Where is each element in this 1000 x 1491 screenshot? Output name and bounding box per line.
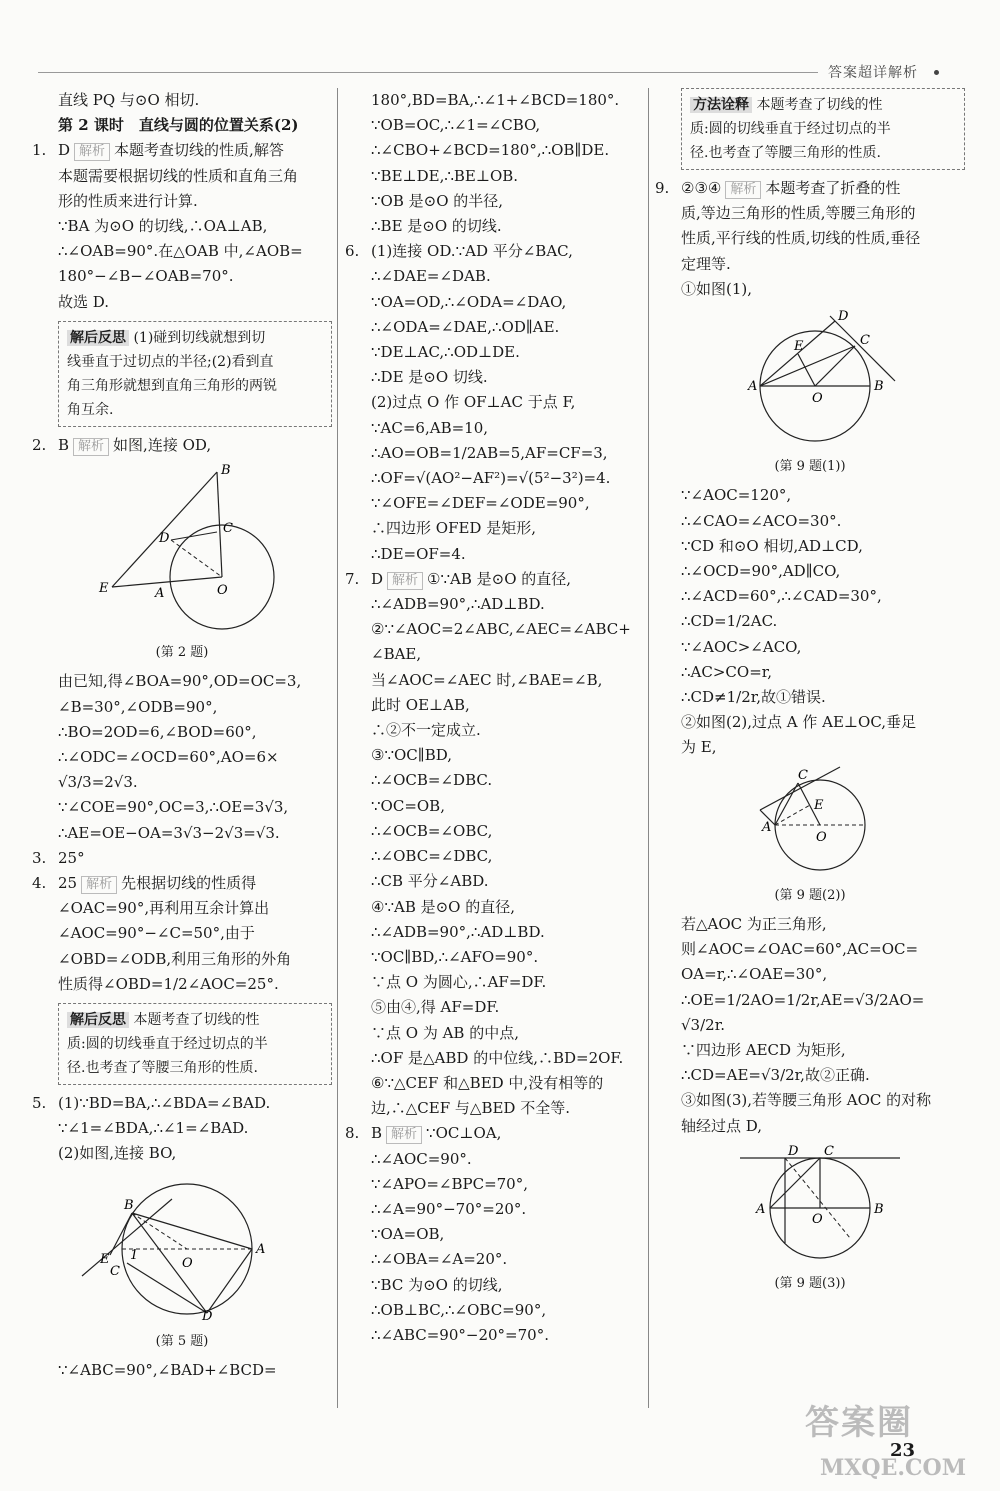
text-line: ∵∠OFE=∠DEF=∠ODE=90°, — [371, 494, 590, 513]
analysis-tag: 解析 — [387, 572, 423, 590]
text-line: 此时 OE⊥AB, — [371, 695, 470, 714]
analysis-tag: 解析 — [386, 1126, 422, 1144]
text-line: ∴CB 平分∠ABD. — [371, 872, 489, 891]
box-text: 径.也考查了等腰三角形的性质. — [690, 145, 881, 161]
question-number: 6. — [345, 242, 360, 261]
text-line: ∴∠ADB=90°,∴AD⊥BD. — [371, 922, 545, 941]
point-label: E — [100, 1251, 110, 1267]
text-line: 本题考查了折叠的性 — [765, 179, 901, 197]
header-dot — [934, 70, 939, 75]
text-line: 定理等. — [681, 254, 731, 273]
point-label: A — [748, 379, 758, 395]
text-line: ∵点 O 为 AB 的中点, — [371, 1023, 519, 1042]
text-line: 性质得∠OBD=1/2∠AOC=25°. — [58, 974, 279, 993]
answer: D — [58, 141, 71, 160]
text-line: ∴AE=OE−OA=3√3−2√3=√3. — [58, 823, 280, 842]
text-line: (1)连接 OD.∵AD 平分∠BAC, — [371, 242, 573, 261]
text-line: ∵OB=OC,∴∠1=∠CBO, — [371, 116, 541, 135]
text-line: ∵OC⊥OA, — [426, 1124, 502, 1143]
answer: 25 — [58, 874, 78, 893]
point-label: A — [256, 1241, 266, 1257]
box-text: 质:圆的切线垂直于经过切点的半 — [690, 121, 891, 137]
question-7 — [345, 567, 645, 592]
text-line: ④∵AB 是⊙O 的直径, — [371, 897, 516, 916]
point-label: D — [838, 309, 849, 325]
text-line: ⑥∵△CEF 和△BED 中,没有相等的 — [371, 1073, 604, 1092]
text-line: ∴②不一定成立. — [371, 721, 481, 740]
column-1 — [32, 88, 332, 1383]
method-box — [681, 88, 965, 170]
point-label: O — [816, 829, 827, 845]
question-number: 9. — [655, 179, 670, 197]
text-line: (2)过点 O 作 OF⊥AC 于点 F, — [371, 393, 576, 412]
text-line: (1)∵BD=BA,∴∠BDA=∠BAD. — [58, 1094, 271, 1113]
reflection-box — [58, 1003, 332, 1085]
geometry-diagram — [52, 1171, 312, 1321]
header-rule — [38, 72, 818, 73]
text-line: ∵∠APO=∠BPC=70°, — [371, 1174, 528, 1193]
text-line: 180°−∠B−∠OAB=70°. — [58, 267, 234, 286]
text-line: ∴∠OBC=∠DBC, — [371, 847, 493, 866]
text-line: ∴OE=1/2AO=1/2r,AE=√3/2AO= — [681, 990, 925, 1009]
text-line: ∠B=30°,∠ODB=90°, — [58, 697, 218, 716]
question-number: 5. — [32, 1094, 47, 1113]
text-line: ∴∠CAO=∠ACO=30°. — [681, 511, 842, 530]
point-label: A — [756, 1201, 766, 1217]
analysis-tag: 解析 — [73, 438, 109, 456]
text-line: ∵BA 为⊙O 的切线,∴OA⊥AB, — [58, 217, 268, 236]
text-line: ∠OAC=90°,再利用互余计算出 — [58, 899, 270, 918]
text-line: ①如图(1), — [681, 279, 753, 298]
text-line: ∴∠ABC=90°−20°=70°. — [371, 1325, 549, 1344]
text-line: ∴∠A=90°−70°=20°. — [371, 1199, 527, 1218]
figure-caption: (第 2 题) — [155, 645, 209, 661]
figure-caption: (第 9 题(1)) — [774, 459, 846, 475]
text-line: ∵∠AOC=120°, — [681, 486, 792, 505]
text-line: ∴∠ODA=∠DAE,∴OD∥AE. — [371, 317, 560, 336]
text-line: 本题考查切线的性质,解答 — [114, 141, 284, 160]
figure-caption: (第 5 题) — [155, 1333, 209, 1349]
point-label: D — [202, 1308, 213, 1321]
answer: 25° — [58, 848, 85, 867]
box-title: 解后反思 — [67, 330, 129, 346]
text-line: ∴∠ACD=60°,∴∠CAD=30°, — [681, 587, 882, 606]
figure-q9-3 — [655, 1143, 965, 1296]
question-number: 7. — [345, 569, 360, 588]
text-line: √3/2r. — [681, 1015, 725, 1034]
text-line: 直线 PQ 与⊙O 相切. — [58, 91, 200, 109]
text-line: ②如图(2),过点 A 作 AE⊥OC,垂足 — [681, 713, 917, 732]
text-line: ∵OC=OB, — [371, 796, 445, 815]
text-line: ∵BE⊥DE,∴BE⊥OB. — [371, 166, 519, 185]
answer: ②③④ — [681, 179, 722, 197]
text-line: 性质,平行线的性质,切线的性质,垂径 — [681, 229, 921, 248]
point-label: O — [217, 583, 228, 599]
question-number: 4. — [32, 874, 47, 893]
text-line: ∴∠OBA=∠A=20°. — [371, 1250, 508, 1269]
question-6 — [345, 239, 645, 264]
point-label: B — [221, 463, 231, 479]
text-line: 质,等边三角形的性质,等腰三角形的 — [681, 204, 916, 223]
text-line: ∵OA=OB, — [371, 1225, 445, 1244]
point-label: O — [182, 1255, 193, 1271]
question-3 — [32, 846, 332, 871]
text-line: 若△AOC 为正三角形, — [681, 915, 827, 934]
section-title: 第 2 课时 直线与圆的位置关系(2) — [58, 116, 299, 135]
point-label: C — [824, 1143, 834, 1159]
text-line: ②∵∠AOC=2∠ABC,∠AEC=∠ABC+ — [371, 620, 631, 639]
figure-q5 — [32, 1171, 332, 1354]
figure-caption: (第 9 题(2)) — [774, 887, 846, 903]
text-line: ∵点 O 为圆心,∴AF=DF. — [371, 973, 547, 992]
text-line: 先根据切线的性质得 — [121, 874, 257, 893]
text-line: ∴BE 是⊙O 的切线. — [371, 217, 502, 236]
text-line: ∴∠ADB=90°,∴AD⊥BD. — [371, 595, 545, 614]
question-9 — [655, 176, 965, 201]
point-label: E — [814, 797, 824, 813]
text-line: ①∵AB 是⊙O 的直径, — [427, 569, 572, 588]
column-divider — [648, 88, 649, 1408]
geometry-diagram — [690, 1143, 930, 1263]
text-line: (2)如图,连接 BO, — [58, 1144, 177, 1163]
question-1 — [32, 138, 332, 163]
column-2 — [345, 88, 645, 1348]
figure-caption: (第 9 题(3)) — [774, 1276, 846, 1292]
text-line: 180°,BD=BA,∴∠1+∠BCD=180°. — [371, 91, 620, 109]
text-line: 轴经过点 D, — [681, 1116, 763, 1135]
question-number: 1. — [32, 141, 47, 160]
box-text: 线垂直于过切点的半径;(2)看到直 — [67, 353, 274, 370]
text-line: ∵OC∥BD,∴∠AFO=90°. — [371, 947, 539, 966]
text-line: ∴∠OCD=90°,AD∥CO, — [681, 562, 841, 581]
text-line: ∴∠OCB=∠DBC. — [371, 771, 493, 790]
box-text: 角互余. — [67, 401, 114, 418]
text-line: ∵CD 和⊙O 相切,AD⊥CD, — [681, 536, 863, 555]
text-line: 为 E, — [681, 738, 717, 757]
text-line: 本题需要根据切线的性质和直角三角 — [58, 166, 299, 185]
figure-q2 — [32, 462, 332, 665]
text-line: ∠OBD=∠ODB,利用三角形的外角 — [58, 949, 292, 968]
text-line: 由已知,得∠BOA=90°,OD=OC=3, — [58, 672, 302, 691]
question-number: 3. — [32, 848, 47, 867]
text-line: OA=r,∴∠OAE=30°, — [681, 965, 828, 984]
point-label: A — [762, 819, 772, 835]
point-label: C — [798, 767, 808, 783]
point-label: E — [794, 339, 804, 355]
point-label: D — [159, 531, 170, 547]
text-line: ∴∠CBO+∠BCD=180°,∴OB∥DE. — [371, 141, 610, 160]
answer: B — [58, 435, 70, 454]
text-line: ∴BO=2OD=6,∠BOD=60°, — [58, 722, 257, 741]
text-line: 故选 D. — [58, 292, 110, 311]
question-8 — [345, 1121, 645, 1146]
text-line: ∠BAE, — [371, 645, 422, 664]
box-text: 角三角形就想到直角三角形的两锐 — [67, 377, 277, 394]
text-line: ∵∠COE=90°,OC=3,∴OE=3√3, — [58, 798, 289, 817]
box-text: 本题考查了切线的性 — [133, 1012, 260, 1029]
geometry-diagram — [690, 765, 930, 875]
question-4 — [32, 871, 332, 896]
text-line: ∵DE⊥AC,∴OD⊥DE. — [371, 343, 520, 362]
page-number: 23 — [890, 1440, 916, 1461]
text-line: ∴OF 是△ABD 的中位线,∴BD=2OF. — [371, 1048, 624, 1067]
text-line: ∵∠1=∠BDA,∴∠1=∠BAD. — [58, 1119, 249, 1138]
question-2 — [32, 433, 332, 458]
text-line: ∠AOC=90°−∠C=50°,由于 — [58, 924, 255, 943]
header-title: 答案超详解析 — [828, 65, 918, 81]
answer: B — [371, 1124, 383, 1143]
point-label: C — [860, 333, 870, 349]
question-number: 2. — [32, 435, 47, 454]
point-label: C — [223, 521, 233, 537]
geometry-diagram — [690, 306, 930, 446]
point-label: C — [110, 1263, 120, 1279]
text-line: ∴四边形 OFED 是矩形, — [371, 519, 536, 538]
box-text: 本题考查了切线的性 — [756, 97, 883, 113]
point-label: D — [788, 1143, 799, 1159]
text-line: ∴∠AOC=90°. — [371, 1149, 472, 1168]
text-line: ∴CD≠1/2r,故①错误. — [681, 688, 826, 707]
text-line: ③∵OC∥BD, — [371, 746, 452, 765]
point-label: B — [874, 1201, 884, 1217]
text-line: 如图,连接 OD, — [113, 435, 212, 454]
text-line: ③如图(3),若等腰三角形 AOC 的对称 — [681, 1091, 932, 1110]
text-line: ∴AC>CO=r, — [681, 662, 773, 681]
watermark-url: MXQE.COM — [820, 1455, 967, 1481]
text-line: ⑤由④,得 AF=DF. — [371, 998, 500, 1017]
text-line: ∴DE 是⊙O 切线. — [371, 368, 488, 387]
point-label: B — [124, 1197, 134, 1213]
text-line: 则∠AOC=∠OAC=60°,AC=OC= — [681, 940, 919, 959]
text-line: ∵BC 为⊙O 的切线, — [371, 1275, 503, 1294]
text-line: ∵OB 是⊙O 的半径, — [371, 191, 504, 210]
analysis-tag: 解析 — [725, 181, 761, 199]
point-label: A — [155, 586, 165, 602]
column-3 — [655, 88, 965, 1300]
box-title: 解后反思 — [67, 1012, 129, 1028]
point-label: E — [99, 581, 109, 597]
text-line: ∴∠ODC=∠OCD=60°,AO=6× — [58, 748, 279, 767]
point-label: 1 — [130, 1247, 139, 1263]
column-divider — [337, 88, 338, 1408]
text-line: ∴CD=AE=√3/2r,故②正确. — [681, 1066, 870, 1085]
box-text: (1)碰到切线就想到切 — [133, 329, 266, 346]
text-line: 边,∴△CEF 与△BED 不全等. — [371, 1099, 570, 1118]
geometry-diagram — [67, 462, 297, 632]
point-label: B — [874, 379, 884, 395]
text-line: 形的性质来进行计算. — [58, 191, 198, 210]
text-line: ∵∠AOC>∠ACO, — [681, 637, 802, 656]
text-line: ∴∠DAE=∠DAB. — [371, 267, 491, 286]
watermark-logo: 答案圈 — [805, 1403, 913, 1443]
text-line: ∴∠OCB=∠OBC, — [371, 821, 493, 840]
figure-q9-2 — [655, 765, 965, 908]
text-line: ∵OA=OD,∴∠ODA=∠DAO, — [371, 292, 567, 311]
box-title: 方法诠释 — [690, 97, 752, 113]
point-label: O — [812, 1211, 823, 1227]
text-line: ∵四边形 AECD 为矩形, — [681, 1041, 846, 1060]
question-5 — [32, 1091, 332, 1116]
text-line: ∴OB⊥BC,∴∠OBC=90°, — [371, 1300, 547, 1319]
question-number: 8. — [345, 1124, 360, 1143]
reflection-box — [58, 321, 332, 427]
figure-q9-1 — [655, 306, 965, 479]
box-text: 质:圆的切线垂直于经过切点的半 — [67, 1036, 268, 1053]
text-line: ∴∠OAB=90°.在△OAB 中,∠AOB= — [58, 242, 303, 261]
analysis-tag: 解析 — [81, 876, 117, 894]
text-line: ∴AO=OB=1/2AB=5,AF=CF=3, — [371, 443, 608, 462]
text-line: ∵AC=6,AB=10, — [371, 418, 489, 437]
text-line: 当∠AOC=∠AEC 时,∠BAE=∠B, — [371, 670, 603, 689]
analysis-tag: 解析 — [74, 143, 110, 161]
box-text: 径.也考查了等腰三角形的性质. — [67, 1060, 258, 1077]
text-line: ∴OF=√(AO²−AF²)=√(5²−3²)=4. — [371, 469, 611, 488]
answer: D — [371, 569, 384, 588]
text-line: ∴CD=1/2AC. — [681, 612, 778, 631]
text-line: ∵∠ABC=90°,∠BAD+∠BCD= — [58, 1361, 277, 1380]
text-line: ∴DE=OF=4. — [371, 544, 466, 563]
text-line: √3/3=2√3. — [58, 773, 138, 792]
point-label: O — [812, 391, 823, 407]
